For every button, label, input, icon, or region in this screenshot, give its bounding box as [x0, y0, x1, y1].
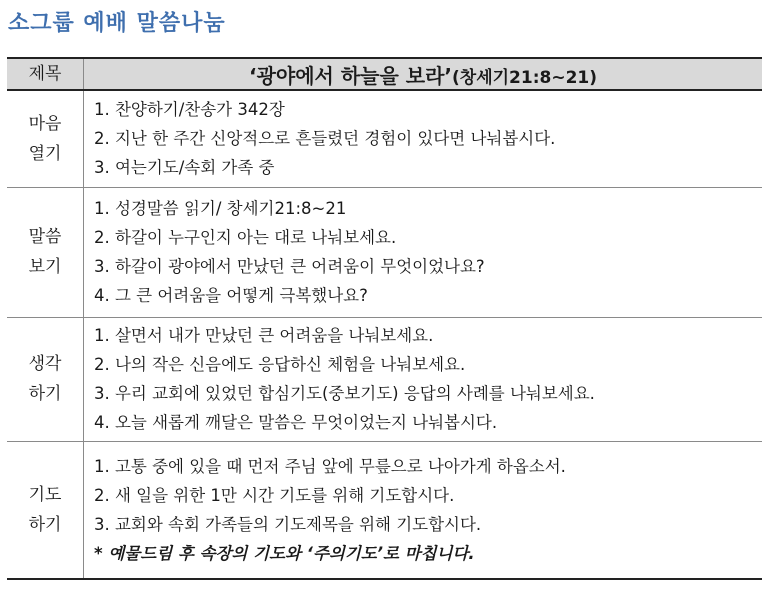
list-item: 1. 성경말씀 읽기/ 창세기21:8~21 — [94, 199, 347, 218]
section-label-line1: 기도 — [28, 484, 62, 505]
section-content-cell — [84, 187, 763, 317]
section-label-cell — [7, 90, 84, 187]
sermon-title: ‘광야에서 하늘을 보라’ — [248, 63, 452, 88]
list-item: 1. 살면서 내가 만났던 큰 어려움을 나눠보세요. — [94, 326, 434, 345]
scripture-reference: (창세기21:8~21) — [452, 67, 597, 88]
section-content-cell — [84, 317, 763, 441]
section-label-cell — [7, 441, 84, 579]
list-item: 2. 나의 작은 신음에도 응답하신 체험을 나눠보세요. — [94, 355, 466, 374]
section-row-read-word — [7, 187, 762, 317]
section-label-cell — [7, 317, 84, 441]
header-label: 제목 — [28, 64, 62, 84]
section-label-line2: 하기 — [28, 514, 62, 535]
section-row-pray — [7, 441, 762, 579]
list-item: 4. 오늘 새롭게 깨달은 말씀은 무엇이었는지 나눠봅시다. — [94, 413, 498, 432]
list-item: 3. 교회와 속회 가족들의 기도제목을 위해 기도합시다. — [94, 514, 482, 534]
list-item: 3. 하갈이 광야에서 만났던 큰 어려움이 무엇이었나요? — [94, 257, 485, 276]
list-item: 2. 지난 한 주간 신앙적으로 흔들렸던 경험이 있다면 나눠봅시다. — [94, 129, 556, 149]
section-content-cell — [84, 90, 763, 187]
list-item: 1. 찬양하기/찬송가 342장 — [94, 100, 285, 120]
question-list — [94, 95, 762, 182]
question-list — [94, 321, 762, 437]
section-label-line1: 말씀 — [28, 227, 62, 247]
list-item: 2. 하갈이 누구인지 아는 대로 나눠보세요. — [94, 228, 397, 247]
list-item: 1. 고통 중에 있을 때 먼저 주님 앞에 무릎으로 나아가게 하옵소서. — [94, 456, 566, 476]
section-label-line2: 열기 — [28, 143, 62, 164]
header-label-cell — [7, 58, 84, 90]
section-label-cell — [7, 187, 84, 317]
sharing-table — [7, 57, 762, 580]
list-item: 4. 그 큰 어려움을 어떻게 극복했나요? — [94, 286, 368, 305]
section-row-open-heart — [7, 90, 762, 187]
section-label-line2: 하기 — [28, 384, 62, 404]
document-title: 소그룹 예배 말씀나눔 — [8, 11, 226, 36]
sermon-title-cell — [84, 58, 763, 90]
section-label-line1: 생각 — [28, 354, 62, 374]
closing-note: * 예물드림 후 속장의 기도와 ‘주의기도’로 마칩니다. — [94, 543, 475, 563]
prayer-list — [94, 452, 762, 539]
list-item: 3. 우리 교회에 있었던 합심기도(중보기도) 응답의 사례를 나눠보세요. — [94, 384, 595, 403]
table-header-row — [7, 58, 762, 90]
section-label-line1: 마음 — [28, 113, 62, 134]
section-content-cell — [84, 441, 763, 579]
list-item: 2. 새 일을 위한 1만 시간 기도를 위해 기도합시다. — [94, 485, 455, 505]
list-item: 3. 여는기도/속회 가족 중 — [94, 158, 275, 178]
question-list — [94, 194, 762, 310]
section-label-line2: 보기 — [28, 257, 62, 277]
section-row-reflect — [7, 317, 762, 441]
